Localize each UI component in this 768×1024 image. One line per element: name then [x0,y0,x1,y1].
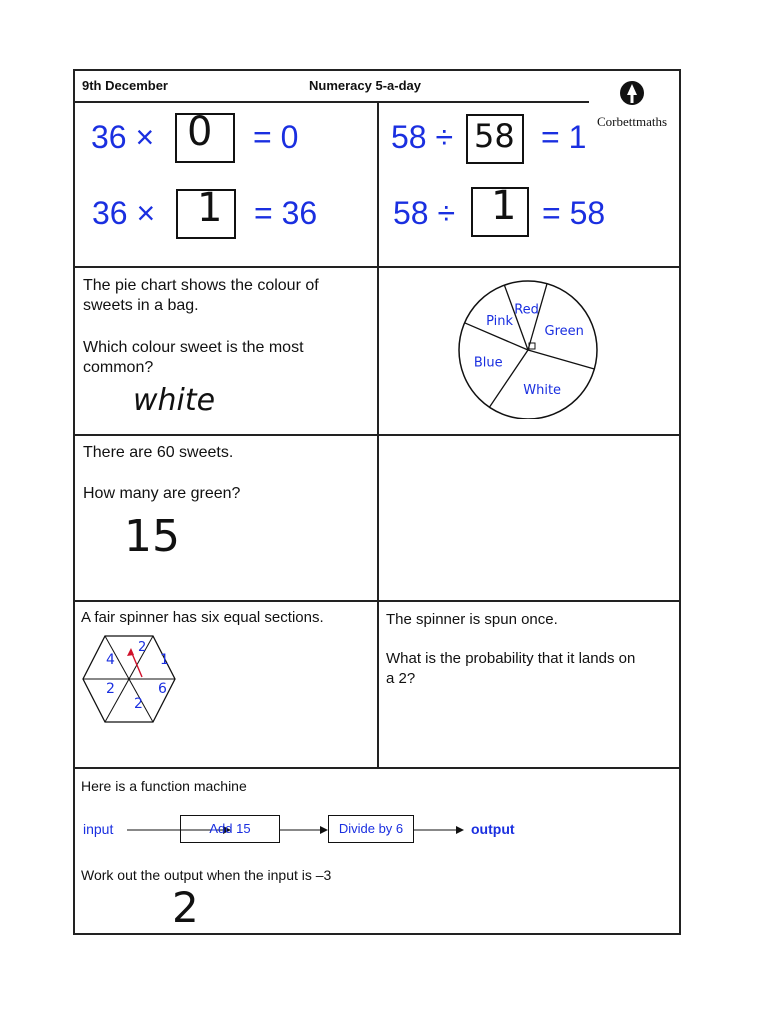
q2-text-line1: The pie chart shows the colour of [83,277,319,294]
row-divider-2 [75,434,679,436]
q2-question-line1: Which colour sweet is the most [83,339,304,356]
pie-slice-label: Blue [473,355,503,371]
q1-right-line1 [391,119,453,156]
q1-operand: 58 [391,119,427,155]
row-divider-3 [75,600,679,602]
q1-operator: ÷ [437,195,456,231]
logo-icon [617,79,647,107]
arrow-icon [414,823,464,837]
q3-handwritten-answer: 15 [124,511,180,562]
q1-left-line1 [91,119,154,156]
pie-slice-label: Green [544,323,584,339]
spinner-section-label: 6 [158,681,167,697]
pie-slice-label: White [523,382,562,398]
spinner-section-label: 2 [134,696,143,712]
q4-question-line2: a 2? [386,670,416,687]
q1-left-line2 [92,195,155,232]
q1-right-line2 [393,195,455,232]
spinner-section-label: 2 [138,640,147,655]
q1-operand: 36 [92,195,128,231]
function-step-box: Add 15 [180,815,280,843]
q2-handwritten-answer: white [133,383,216,418]
worksheet-title: Numeracy 5-a-day [309,78,421,93]
q4-text: A fair spinner has six equal sections. [81,609,324,626]
header-row [75,71,589,103]
corbettmaths-logo [587,79,677,127]
q5-question: Work out the output when the input is –3 [81,867,332,883]
q1-result: = 58 [542,195,606,231]
q2-text-line2: sweets in a bag. [83,297,199,314]
date-label: 9th December [82,78,168,93]
q4-right-text: The spinner is spun once. [386,611,558,628]
spinner-section-label: 2 [106,681,115,697]
spinner-section-label: 1 [160,652,169,668]
q1-handwritten-answer: 1 [197,185,223,231]
q4-question-line1: What is the probability that it lands on [386,650,636,667]
q1-operator: × [135,119,155,155]
q1-handwritten-answer: 0 [187,109,213,155]
spinner-section-label: 4 [106,652,115,668]
function-step-box: Divide by 6 [328,815,414,843]
row-divider-1 [75,266,679,268]
q5-intro: Here is a function machine [81,778,247,794]
function-input-label: input [83,821,114,837]
q1-operator: × [136,195,156,231]
logo-text: Corbettmaths [596,114,668,129]
q2-question-line2: common? [83,359,154,376]
pie-chart [453,279,613,419]
q1-handwritten-answer: 1 [491,183,517,229]
q1-handwritten-answer: 58 [474,117,515,155]
row-divider-4 [75,767,679,769]
worksheet [73,69,681,935]
q2-question [83,338,304,378]
q1-result: = 1 [541,119,587,155]
spinner [81,633,177,725]
q4-question [386,649,635,689]
q3-question: How many are green? [83,485,241,502]
arrow-icon [280,823,328,837]
q2-text [83,276,319,316]
q1-result: = 0 [253,119,299,155]
pie-slice-label: Pink [486,313,514,329]
q3-text: There are 60 sweets. [83,444,234,461]
function-output-label: output [471,821,515,837]
pie-slice-label: Red [514,302,539,318]
q1-operand: 58 [393,195,429,231]
q1-operator: ÷ [435,119,454,155]
q5-handwritten-answer: 2 [172,883,199,932]
q1-result: = 36 [254,195,318,231]
q1-operand: 36 [91,119,127,155]
